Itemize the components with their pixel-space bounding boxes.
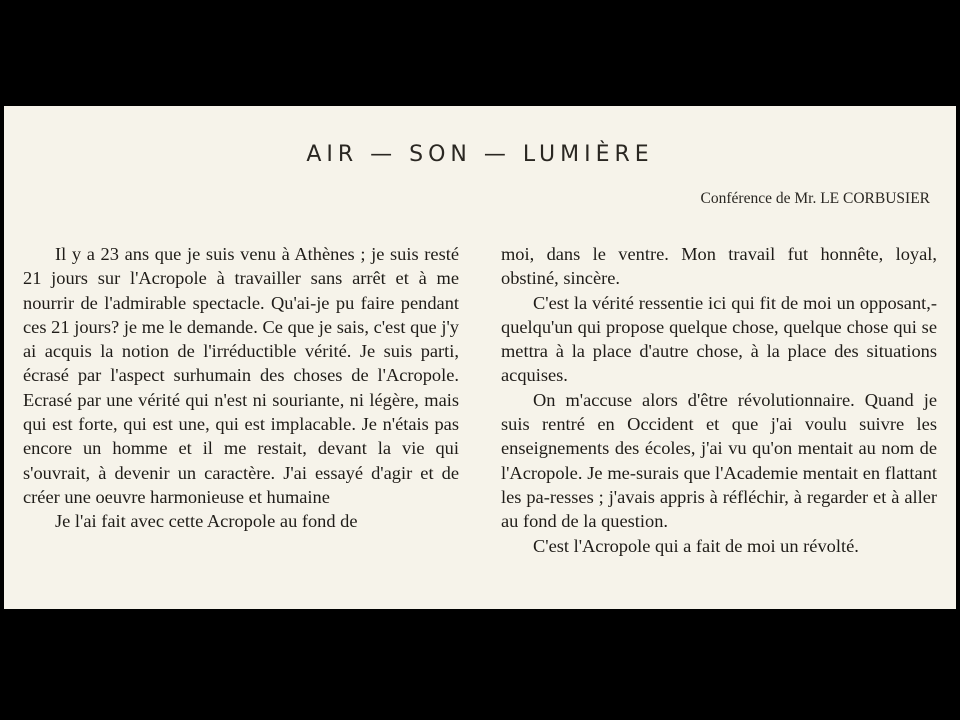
paragraph: On m'accuse alors d'être révolutionnaire. Quand je suis rentré en Occident et que j'ai voulu suivre les enseignements des écoles, j'ai vu qu'on mentait au nom de l'Acropole. Je me-surais que l'Academie mentait en flattant les pa-resses ; j'avais appris à réfléchir, à regarder et à aller au fond de la question. — [501, 389, 937, 532]
left-column — [23, 242, 459, 534]
paragraph-continued: moi, dans le ventre. Mon travail fut honnête, loyal, obstiné, sincère. — [501, 244, 937, 289]
article-title: AIR — SON — LUMIÈRE — [306, 142, 654, 167]
paragraph: C'est la vérité ressentie ici qui fit de moi un opposant,-quelqu'un qui propose quelque chose, quelque chose qui se mettra à la place d'autre chose, à la place des situations acquises. — [501, 292, 937, 386]
right-column — [501, 242, 937, 558]
paragraph: Je l'ai fait avec cette Acropole au fond de — [55, 511, 358, 532]
paragraph: C'est l'Acropole qui a fait de moi un révolté. — [533, 535, 859, 556]
article-byline: Conférence de Mr. LE CORBUSIER — [700, 190, 930, 207]
scanned-page — [4, 106, 956, 609]
paragraph: Il y a 23 ans que je suis venu à Athènes ; je suis resté 21 jours sur l'Acropole à travailler sans arrêt et à me nourrir de l'admirable spectacle. Qu'ai-je pu faire pendant ces 21 jours? je me le demande. Ce que je sais, c'est que j'y ai acquis la notion de l'irréductible vérité. Je suis parti, écrasé par l'aspect surhumain des choses de l'Acropole. Ecrasé par une vérité qui n'est ni souriante, ni légère, mais qui est forte, qui est une, qui est implacable. Je n'étais pas encore un homme et il me restait, devant la vie qui s'ouvrait, à devenir un caractère. J'ai essayé d'agir et de créer une oeuvre harmonieuse et humaine — [23, 244, 459, 507]
